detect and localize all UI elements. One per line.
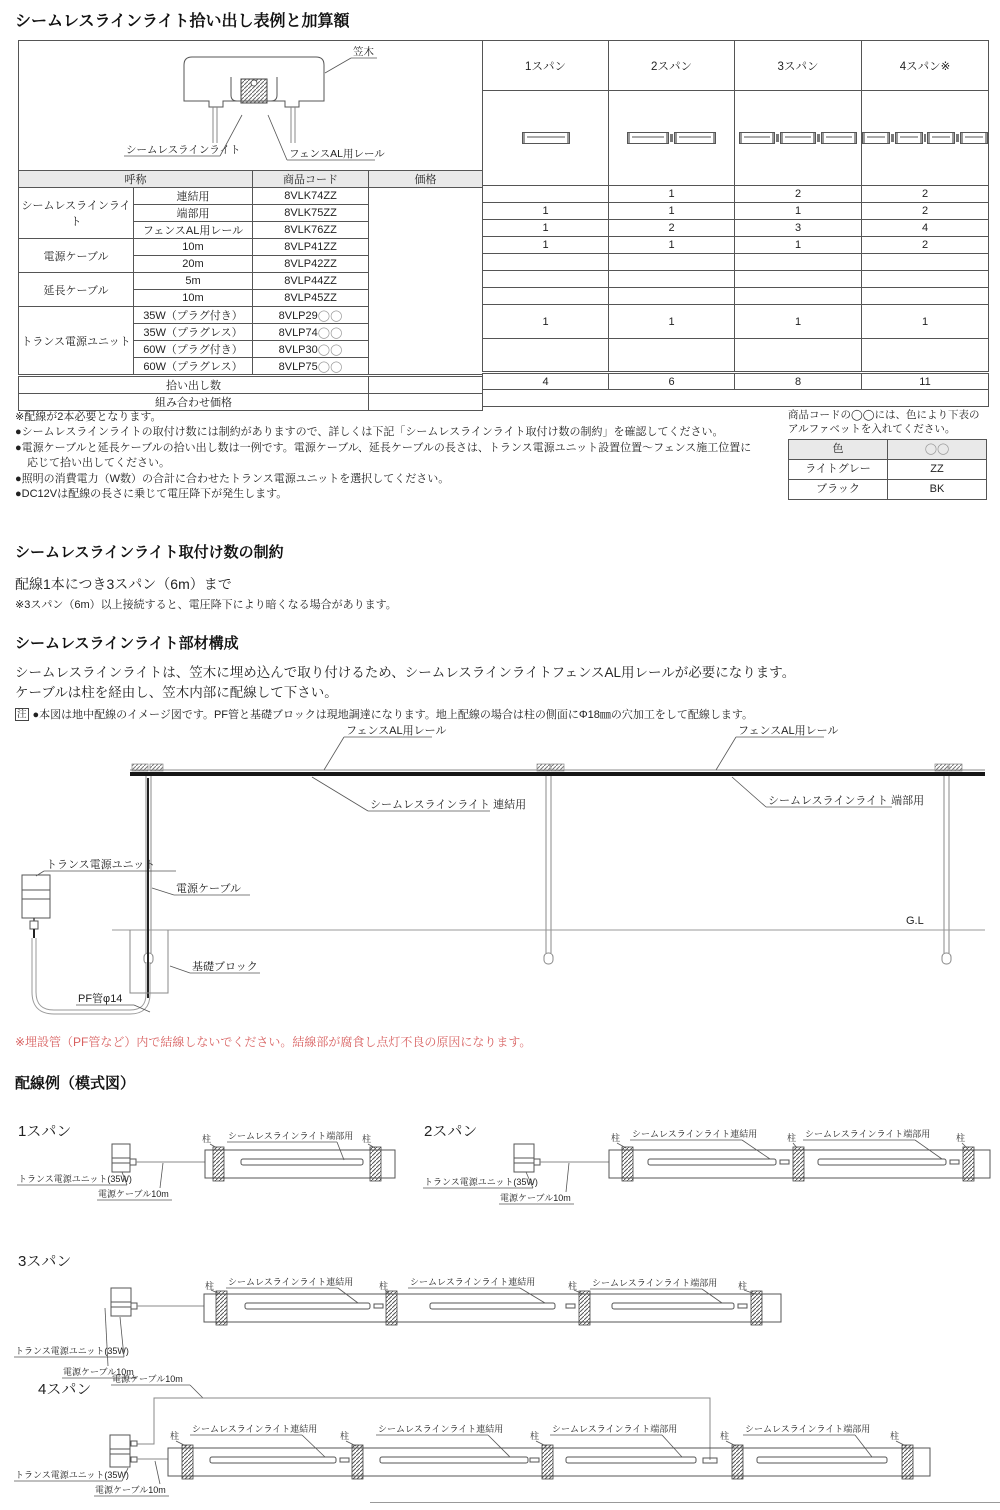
wiring-4span xyxy=(14,1374,930,1496)
restriction-section xyxy=(15,541,397,613)
label-post: 柱 xyxy=(340,1431,350,1441)
combo-price-span-cell xyxy=(483,390,989,407)
label-post: 柱 xyxy=(205,1281,215,1291)
sub-name: 5m xyxy=(134,273,253,290)
sub-name: 20m xyxy=(134,256,253,273)
pickup-count-cell: 11 xyxy=(862,373,989,390)
sub-name: 10m xyxy=(134,290,253,307)
composition-body2: ケーブルは柱を経由し、笠木内部に配線して下さい。 xyxy=(15,685,338,701)
span-header-3: 3スパン xyxy=(735,41,862,91)
label-pf-pipe: PF管φ14 xyxy=(78,993,123,1005)
sub-name: 60W（プラグレス） xyxy=(134,358,253,376)
composition-section xyxy=(15,632,990,723)
label-renketsu: シームレスラインライト連結用 xyxy=(410,1277,536,1287)
wiring-4span-title: 4スパン xyxy=(38,1381,92,1398)
label-tanbu: シームレスラインライト端部用 xyxy=(592,1278,718,1288)
restriction-body: 配線1本につき3スパン（6m）まで xyxy=(15,576,232,592)
label-trans: トランス電源ユニット(35W) xyxy=(15,1470,129,1480)
sub-name: 60W（プラグ付き） xyxy=(134,341,253,358)
label-trans: トランス電源ユニット(35W) xyxy=(18,1174,132,1184)
sub-name: 端部用 xyxy=(134,205,253,222)
code-cell: 8VLP44ZZ xyxy=(253,273,369,290)
note-line: ※配線が2本必要となります。 xyxy=(15,411,162,423)
span-diagram-2 xyxy=(609,91,735,186)
code-cell: 8VLP41ZZ xyxy=(253,239,369,256)
note-line: ●照明の消費電力（W数）の合計に合わせたトランス電源ユニットを選択してください。 xyxy=(15,472,450,485)
qty-cell: 1 xyxy=(483,220,609,237)
composition-body1: シームレスラインライトは、笠木に埋め込んで取り付けるため、シームレスラインライトフェンスAL用レールが必要になります。 xyxy=(15,665,796,680)
bottom-divider xyxy=(370,1502,1000,1503)
pickup-count-label: 拾い出し数 xyxy=(19,376,369,394)
label-renketsu: シームレスラインライト連結用 xyxy=(378,1424,504,1434)
label-renketsu: シームレスラインライト 連結用 xyxy=(370,799,527,811)
label-tanbu: シームレスラインライト端部用 xyxy=(805,1129,931,1139)
note-line: 応じて拾い出してください。 xyxy=(27,457,170,470)
wiring-2span xyxy=(423,1123,990,1204)
label-power-cable: 電源ケーブル xyxy=(176,883,242,895)
label-post: 柱 xyxy=(170,1431,180,1441)
label-cable-bottom: 電源ケーブル10m xyxy=(95,1485,166,1495)
qty-cell: 1 xyxy=(735,237,862,254)
composition-heading: シームレスラインライト部材構成 xyxy=(15,635,239,652)
header-code: 商品コード xyxy=(253,171,369,188)
label-cable: 電源ケーブル10m xyxy=(500,1193,571,1203)
span-diagram-3 xyxy=(735,91,862,186)
label-post: 柱 xyxy=(530,1431,540,1441)
label-post: 柱 xyxy=(568,1281,578,1291)
wiring-diagrams xyxy=(0,1108,1000,1510)
color-code: ZZ xyxy=(888,460,987,480)
color-code: BK xyxy=(888,480,987,500)
code-cell: 8VLP42ZZ xyxy=(253,256,369,273)
code-cell: 8VLK76ZZ xyxy=(253,222,369,239)
label-cable-top: 電源ケーブル10m xyxy=(112,1374,183,1384)
label-post: 柱 xyxy=(611,1133,621,1143)
header-name: 呼称 xyxy=(19,171,253,188)
qty-cell: 1 xyxy=(735,305,862,339)
qty-cell: 2 xyxy=(862,186,989,203)
qty-cell: 3 xyxy=(735,220,862,237)
label-post: 柱 xyxy=(787,1133,797,1143)
label-post: 柱 xyxy=(720,1431,730,1441)
sub-name: 10m xyxy=(134,239,253,256)
label-tanbu: シームレスラインライト端部用 xyxy=(228,1131,354,1141)
restriction-heading: シームレスラインライト取付け数の制約 xyxy=(15,544,284,561)
note-line: ●DC12Vは配線の長さに乗じて電圧降下が発生します。 xyxy=(15,487,288,500)
pickup-count-cell: 8 xyxy=(735,373,862,390)
price-cell-merged xyxy=(369,188,483,376)
color-note-line2: アルファベットを入れてください。 xyxy=(788,423,956,436)
code-cell: 8VLP75◯◯ xyxy=(253,358,369,376)
label-seamless-light: シームレスラインライト xyxy=(125,144,241,156)
qty-cell: 1 xyxy=(862,305,989,339)
header-price: 価格 xyxy=(369,171,483,188)
span-header-4: 4スパン※ xyxy=(862,41,989,91)
pickup-count-cell: 4 xyxy=(483,373,609,390)
color-name: ブラック xyxy=(789,480,888,500)
qty-cell: 1 xyxy=(609,186,735,203)
label-fence-rail: フェンスAL用レール xyxy=(288,148,385,160)
group-extension-cable: 延長ケーブル xyxy=(19,273,134,307)
color-code-table xyxy=(788,439,987,500)
label-foundation: 基礎ブロック xyxy=(192,961,258,973)
qty-cell: 1 xyxy=(609,203,735,220)
label-tanbu: シームレスラインライト端部用 xyxy=(552,1424,678,1434)
sub-name: 連結用 xyxy=(134,188,253,205)
cap-section-diagram xyxy=(20,41,482,167)
label-post: 柱 xyxy=(890,1431,900,1441)
code-cell: 8VLP45ZZ xyxy=(253,290,369,307)
color-header: 色 xyxy=(789,440,888,460)
code-cell: 8VLK74ZZ xyxy=(253,188,369,205)
combo-price-label: 組み合わせ価格 xyxy=(19,394,369,411)
label-renketsu: シームレスラインライト連結用 xyxy=(192,1424,318,1434)
label-post: 柱 xyxy=(362,1134,372,1144)
label-tanbu: シームレスラインライト 端部用 xyxy=(768,795,925,807)
note-line: ●シームレスラインライトの取付け数には制約がありますので、詳しくは下記「シームレスラインライト取付け数の制約」を確認してください。 xyxy=(15,426,724,439)
label-kasagi: 笠木 xyxy=(352,46,374,58)
pickup-price-cell xyxy=(369,376,483,394)
label-post: 柱 xyxy=(202,1134,212,1144)
group-transformer: トランス電源ユニット xyxy=(19,307,134,376)
installation-diagram xyxy=(0,718,1000,1030)
qty-cell: 2 xyxy=(862,203,989,220)
qty-cell: 2 xyxy=(862,237,989,254)
qty-cell: 4 xyxy=(862,220,989,237)
code-cell: 8VLP29◯◯ xyxy=(253,307,369,324)
code-cell: 8VLK75ZZ xyxy=(253,205,369,222)
label-transformer: トランス電源ユニット xyxy=(46,859,156,871)
label-post: 柱 xyxy=(956,1133,966,1143)
qty-cell: 1 xyxy=(609,305,735,339)
combo-price-cell xyxy=(369,394,483,411)
label-renketsu: シームレスラインライト連結用 xyxy=(632,1129,758,1139)
group-power-cable: 電源ケーブル xyxy=(19,239,134,273)
note-mark-icon: 注 xyxy=(17,708,27,720)
wiring-1span xyxy=(17,1123,395,1200)
label-ground-level: G.L xyxy=(906,915,924,927)
label-post: 柱 xyxy=(738,1281,748,1291)
color-name: ライトグレー xyxy=(789,460,888,480)
wiring-3span xyxy=(14,1253,781,1378)
restriction-note: ※3スパン（6m）以上接続すると、電圧降下により暗くなる場合があります。 xyxy=(15,599,397,611)
color-note-line1: 商品コードの◯◯には、色により下表の xyxy=(788,409,980,421)
qty-cell: 1 xyxy=(735,203,862,220)
label-post: 柱 xyxy=(379,1281,389,1291)
span-header-2: 2スパン xyxy=(609,41,735,91)
sub-name: 35W（プラグ付き） xyxy=(134,307,253,324)
pickup-count-cell: 6 xyxy=(609,373,735,390)
note-line: ●電源ケーブルと延長ケーブルの拾い出し数は一例です。電源ケーブル、延長ケーブルの長さは、トランス電源ユニット設置位置～フェンス施工位置に xyxy=(15,441,752,454)
code-cell: 8VLP74◯◯ xyxy=(253,324,369,341)
wiring-2span-title: 2スパン xyxy=(424,1123,478,1140)
pickup-table-left xyxy=(18,40,483,411)
wiring-1span-title: 1スパン xyxy=(18,1123,72,1140)
qty-cell: 1 xyxy=(483,203,609,220)
table-notes xyxy=(15,410,780,502)
label-cable: 電源ケーブル10m xyxy=(98,1189,169,1199)
span-diagram-4 xyxy=(862,91,989,186)
label-trans: トランス電源ユニット(35W) xyxy=(15,1346,129,1356)
qty-cell: 1 xyxy=(609,237,735,254)
label-cable: 電源ケーブル10m xyxy=(63,1367,134,1377)
code-cell: 8VLP30◯◯ xyxy=(253,341,369,358)
qty-cell: 2 xyxy=(609,220,735,237)
sub-name: 35W（プラグレス） xyxy=(134,324,253,341)
circles-header: ◯◯ xyxy=(888,440,987,460)
color-code-block xyxy=(788,408,988,500)
qty-cell: 2 xyxy=(735,186,862,203)
label-rail-left: フェンスAL用レール xyxy=(346,725,447,737)
group-seamless-light: シームレスラインライト xyxy=(19,188,134,239)
cap-section-diagram-cell xyxy=(19,41,483,171)
label-rail-right: フェンスAL用レール xyxy=(738,725,839,737)
qty-cell xyxy=(483,186,609,203)
qty-cell: 1 xyxy=(483,237,609,254)
burial-warning: ※埋設管（PF管など）内で結線しないでください。結線部が腐食し点灯不良の原因になります。 xyxy=(15,1035,532,1049)
sub-name: フェンスAL用レール xyxy=(134,222,253,239)
label-tanbu: シームレスラインライト端部用 xyxy=(745,1424,871,1434)
label-trans: トランス電源ユニット(35W) xyxy=(424,1177,538,1187)
pickup-table-spans xyxy=(482,40,989,407)
page-title: シームレスラインライト拾い出し表例と加算額 xyxy=(15,13,350,30)
wiring-3span-title: 3スパン xyxy=(18,1253,72,1270)
composition-note: ●本図は地中配線のイメージ図です。PF管と基礎ブロックは現地調達になります。地上配線の場合は柱の側面にΦ18㎜の穴加工をして配線します。 xyxy=(32,708,754,721)
label-renketsu: シームレスラインライト連結用 xyxy=(228,1277,354,1287)
wiring-heading: 配線例（模式図） xyxy=(15,1075,136,1092)
qty-cell: 1 xyxy=(483,305,609,339)
span-header-1: 1スパン xyxy=(483,41,609,91)
span-diagram-1 xyxy=(483,91,609,186)
